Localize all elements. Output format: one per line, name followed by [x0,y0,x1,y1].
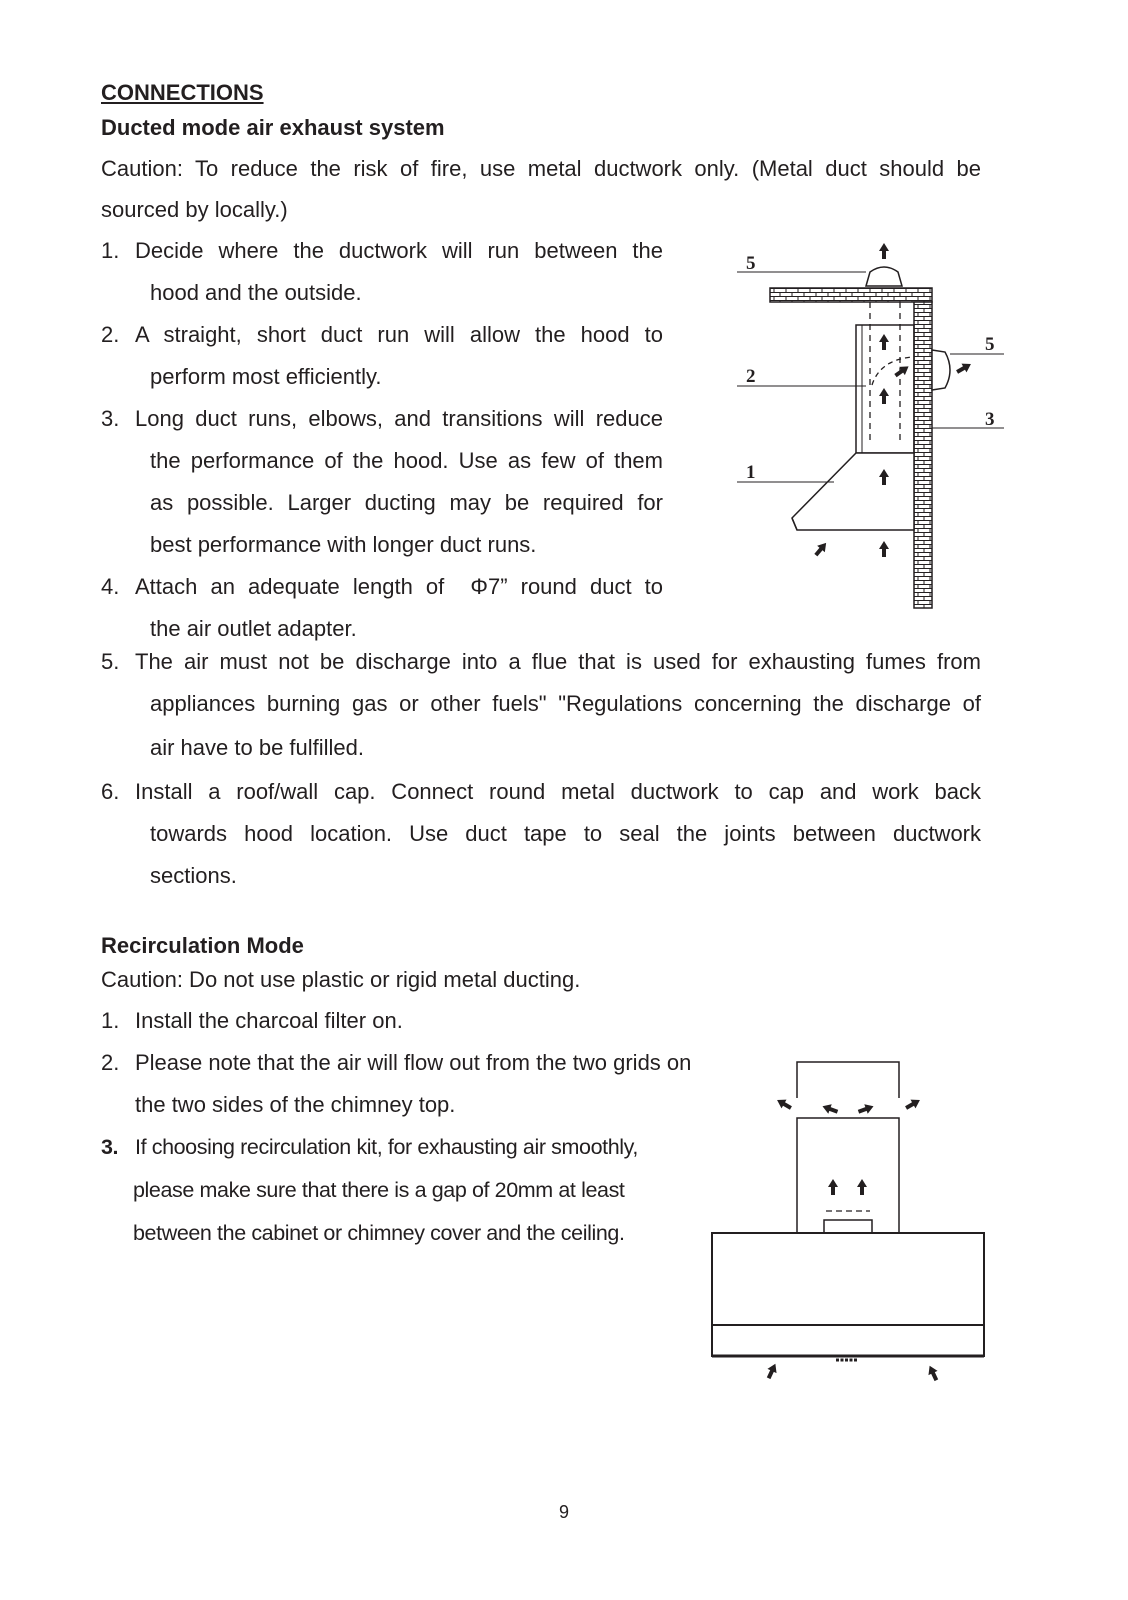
list-item-cont: sections. [150,863,237,888]
list-item-cont: the two sides of the chimney top. [135,1092,456,1117]
list-item: 3. If choosing recirculation kit, for exhausting air smoothly, [101,1135,638,1159]
label-wall-cap: 5 [985,334,995,355]
list-item-cont: perform most efficiently. [150,364,382,389]
list-item-cont: the air outlet adapter. [150,616,357,641]
charcoal-filter [824,1220,872,1233]
list-item-cont: best performance with longer duct runs. [150,532,537,557]
recirc-diagram [700,1050,1000,1390]
ducted-caution-line2: sourced by locally.) [101,197,288,222]
list-item: 1. Install the charcoal filter on. [101,1008,403,1033]
recirc-mode-title: Recirculation Mode [101,933,304,958]
recirc-caution: Caution: Do not use plastic or rigid metal ducting. [101,967,581,992]
duct [870,302,900,440]
list-item-cont: the performance of the hood. Use as few of them [150,448,663,473]
hood-body [712,1233,984,1356]
list-item-cont: hood and the outside. [150,280,362,305]
label-chimney: 2 [746,366,756,387]
chimney-top [797,1062,899,1098]
list-item: 3. Long duct runs, elbows, and transitions will reduce [101,406,663,431]
label-hood: 1 [746,462,756,483]
list-item-cont: between the cabinet or chimney cover and the ceiling. [133,1221,625,1245]
list-item-cont: as possible. Larger ducting may be required for [150,490,663,515]
list-item: 2. Please note that the air will flow out from the two grids on [101,1050,692,1075]
wall-cap [932,350,950,390]
ducted-diagram [730,240,1020,620]
roof-cap [866,267,902,286]
page-number: 9 [558,1502,569,1522]
list-item: 1. Decide where the ductwork will run between the [101,238,663,263]
list-item: 6. Install a roof/wall cap. Connect round metal ductwork to cap and work back [101,779,981,804]
label-roof-cap: 5 [746,253,756,274]
list-item-cont: please make sure that there is a gap of 20mm at least [133,1178,625,1202]
hood [792,453,914,530]
ducted-list-wide [101,641,981,897]
recirc-list [101,1000,741,1254]
ducted-list-narrow [101,230,663,650]
list-item-cont: appliances burning gas or other fuels" "Regulations concerning the discharge of [150,691,981,716]
chimney-body [797,1118,899,1233]
label-wall: 3 [985,409,995,430]
ceiling [770,288,932,302]
list-item-cont: towards hood location. Use duct tape to seal the joints between ductwork [150,821,981,846]
ducted-caution-line1: Caution: To reduce the risk of fire, use metal ductwork only. (Metal duct should be [101,156,981,181]
list-item: 2. A straight, short duct run will allow the hood to [101,322,663,347]
ducted-mode-title: Ducted mode air exhaust system [101,115,445,140]
list-item: 4. Attach an adequate length of Φ7” round duct to [101,574,663,599]
list-item: 5. The air must not be discharge into a flue that is used for exhausting fumes from [101,649,981,674]
wall [914,302,932,608]
section-heading: CONNECTIONS [101,80,264,105]
list-item-cont: air have to be fulfilled. [150,735,365,760]
